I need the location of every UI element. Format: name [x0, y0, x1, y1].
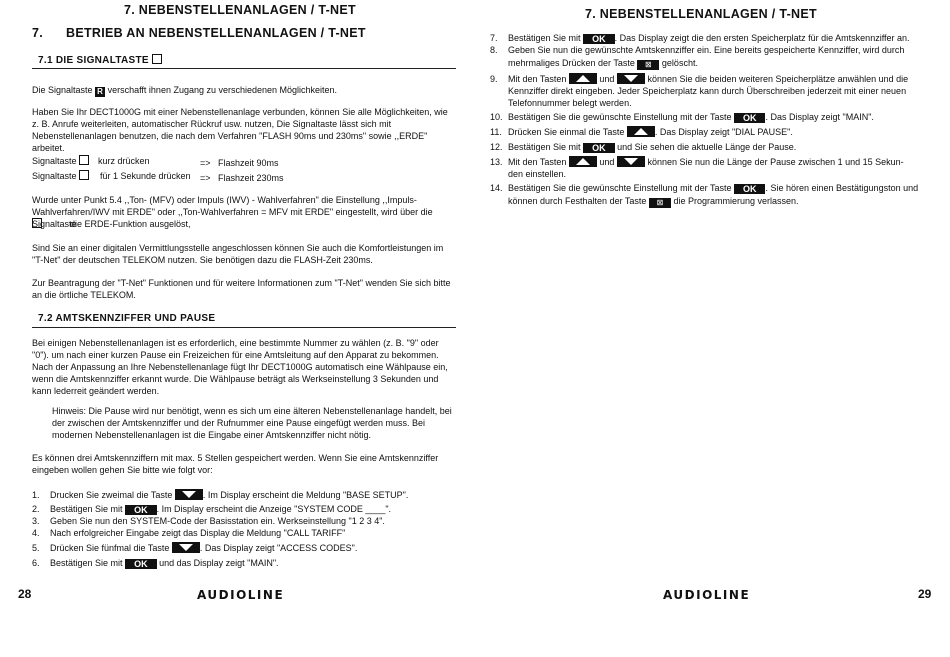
step-9: 9. Mit den Tasten und können Sie die beiden weiteren Speicherplätze anwählen und die	[490, 74, 909, 84]
step-1: 1. Drucken Sie zweimal die Taste . Im Display erscheint die Meldung "BASE SETUP".	[32, 490, 409, 500]
step-5: 5. Drücken Sie fünfmal die Taste . Das Display zeigt "ACCESS CODES".	[32, 543, 358, 553]
paragraph: Sind Sie an einer digitalen Vermittlungsstelle angeschlossen können Sie auch die Komfortleistungen im "T-Net" der deutschen TELEKOM nutzen. Sie benötigen dazu die FLASH-Zeit 230ms.	[32, 243, 444, 265]
down-key-icon	[617, 156, 645, 167]
step-4: 4. Nach erfolgreicher Eingabe zeigt das Display die Meldung "CALL TARIFF"	[32, 528, 346, 538]
step-6: 6. Bestätigen Sie mit OK und das Display zeigt "MAIN".	[32, 558, 279, 569]
step-8-cont: mehrmaliges Drücken der Taste ⊠ gelöscht.	[508, 58, 698, 69]
delete-key-icon: ⊠	[649, 198, 671, 208]
signal-row-result: Flashzeit 230ms	[218, 173, 284, 183]
signal-key-icon	[79, 170, 89, 180]
signal-row-1: Signaltaste	[32, 155, 89, 167]
audioline-logo: AUDIOLINE	[663, 588, 751, 602]
paragraph: Bei einigen Nebenstellenanlagen ist es erforderlich, eine bestimmte Nummer zu wählen (z. B. "9" oder "0"). um nach einer kurzen Pause ein Freizeichen für eine Amtsleitung auf den Apparat zu bekommen. Nach der Anpassung an Ihre Nebenstellenanlage fügt Ihr DECT1000G automatisch eine Wählpause ein, wenn die Amtskennziffer erkannt wurde. Die Wählpause beträgt als Werkseinstellung 3 Sekunden und kann lederreit geändert werden.	[32, 338, 448, 396]
step-14: 14. Bestätigen Sie die gewünschte Einstellung mit der Taste OK . Sie hören einen Bestätigungston und	[490, 183, 919, 194]
signal-row-result: Flashzeit 90ms	[218, 158, 279, 168]
paragraph: Haben Sie Ihr DECT1000G mit einer Nebenstellenanlage verbunden, können Sie alle Möglichkeiten, wie z. B. Anrufe weiterleiten, automatischer Rückruf usw. nutzen, Die Signaltaste lässt sich mit Nebenstellenanlagen benutzen, die nach dem Verfahren "FLASH 90ms und 230ms" sowie ,,ERDE" arbeitet.	[32, 107, 448, 153]
step-13-cont: den einstellen.	[508, 169, 567, 179]
section-title-7-1: 7.1 DIE SIGNALTASTE	[38, 54, 162, 66]
step-14-cont: können durch Festhalten der Taste ⊠ die Programmierung verlassen.	[508, 196, 799, 207]
ok-key-icon: OK	[125, 505, 157, 515]
chapter-header: 7. NEBENSTELLENANLAGEN / T-NET	[124, 3, 356, 17]
audioline-logo: AUDIOLINE	[197, 588, 285, 602]
paragraph: Es können drei Amtskennziffern mit max. 5 Stellen gespeichert werden. Wenn Sie eine Amtskennziffer eingeben wollen gehen Sie bitte wie folgt vor:	[32, 453, 439, 475]
signal-key-icon	[152, 54, 162, 64]
delete-key-icon: ⊠	[637, 60, 659, 70]
down-key-icon	[175, 489, 203, 500]
chapter-title: BETRIEB AN NEBENSTELLENANLAGEN / T-NET	[66, 26, 366, 40]
hint-paragraph: Hinweis: Die Pause wird nur benötigt, wenn es sich um eine älteren Nebenstellenanlage handelt, bei der zwischen der Amtskennziffer und der Rufnummer eine Pause eingefügt werden muss. Bei modernen Nebenstellenanlagen ist die Eingabe einer Amtskennziffer nicht nötig.	[52, 406, 452, 440]
signal-row-press: für 1 Sekunde drücken	[100, 171, 191, 181]
step-9-cont: Kennziffer direkt eingeben. Jeder Speicherplatz kann durch Überschreiben jederzeit mit einer neuen	[508, 86, 907, 96]
section-title-7-2: 7.2 AMTSKENNZIFFER UND PAUSE	[38, 313, 216, 324]
up-key-icon	[569, 73, 597, 84]
chapter-header: 7. NEBENSTELLENANLAGEN / T-NET	[585, 7, 817, 21]
step-9-cont: Telefonnummer belegt werden.	[508, 98, 632, 108]
r-key-icon: R	[95, 87, 105, 97]
down-key-icon	[617, 73, 645, 84]
step-2: 2. Bestätigen Sie mit OK . Im Display erscheint die Anzeige "SYSTEM CODE ____".	[32, 504, 392, 515]
down-key-icon	[172, 542, 200, 553]
up-key-icon	[569, 156, 597, 167]
signal-row-2: Signaltaste	[32, 170, 89, 182]
section-rule	[32, 68, 456, 69]
section-rule	[32, 327, 456, 328]
page-number: 29	[918, 587, 932, 601]
signal-row-arrow: =>	[200, 173, 211, 183]
chapter-number: 7.	[32, 26, 44, 40]
paragraph: Zur Beantragung der "T-Net" Funktionen und für weitere Informationen zum "T-Net" wenden Sie sich bitte an die örtliche TELEKOM.	[32, 278, 451, 300]
ok-key-icon: OK	[125, 559, 157, 569]
ok-key-icon: OK	[734, 184, 766, 194]
step-10: 10. Bestätigen Sie die gewünschte Einstellung mit der Taste OK . Das Display zeigt "MAIN".	[490, 112, 874, 123]
paragraph: Wurde unter Punkt 5.4 ,,Ton- (MFV) oder Impuls (IWV) - Wahlverfahren" die Einstellung ,,Impuls-Wahlverfahren/IWV mit ERDE" oder ,,Ton-Wahlverfahren = MFV mit ERDE" eingestellt, wird über die Signaltaste	[32, 195, 433, 229]
signal-row-arrow: =>	[200, 158, 211, 168]
step-12: 12. Bestätigen Sie mit OK und Sie sehen die aktuelle Länge der Pause.	[490, 142, 797, 153]
signal-key-icon	[79, 155, 89, 165]
signal-row-press: kurz drücken	[98, 156, 150, 166]
paragraph: Die Signaltaste R verschafft ihnen Zugang zu verschiedenen Möglichkeiten.	[32, 85, 338, 96]
step-7: 7. Bestätigen Sie mit OK . Das Display zeigt die den ersten Speicherplatz für die Amtskennziffer an.	[490, 33, 910, 44]
step-13: 13. Mit den Tasten und können Sie nun die Länge der Pause zwischen 1 und 15 Sekun-	[490, 157, 904, 167]
step-11: 11. Drücken Sie einmal die Taste . Das Display zeigt "DIAL PAUSE".	[490, 127, 793, 137]
paragraph-erde: die ERDE-Funktion ausgelöst,	[32, 218, 191, 230]
page-right	[475, 0, 950, 657]
step-8: 8. Geben Sie nun die gewünschte Amtskennziffer ein. Eine bereits gespeicherte Kennziffer, wird durch	[490, 45, 905, 55]
ok-key-icon: OK	[583, 34, 615, 44]
ok-key-icon: OK	[583, 143, 615, 153]
up-key-icon	[627, 126, 655, 137]
step-3: 3. Geben Sie nun den SYSTEM-Code der Basisstation ein. Werkseinstellung "1 2 3 4".	[32, 516, 385, 526]
ok-key-icon: OK	[734, 113, 766, 123]
page-number: 28	[18, 587, 32, 601]
signal-key-icon	[32, 218, 42, 228]
